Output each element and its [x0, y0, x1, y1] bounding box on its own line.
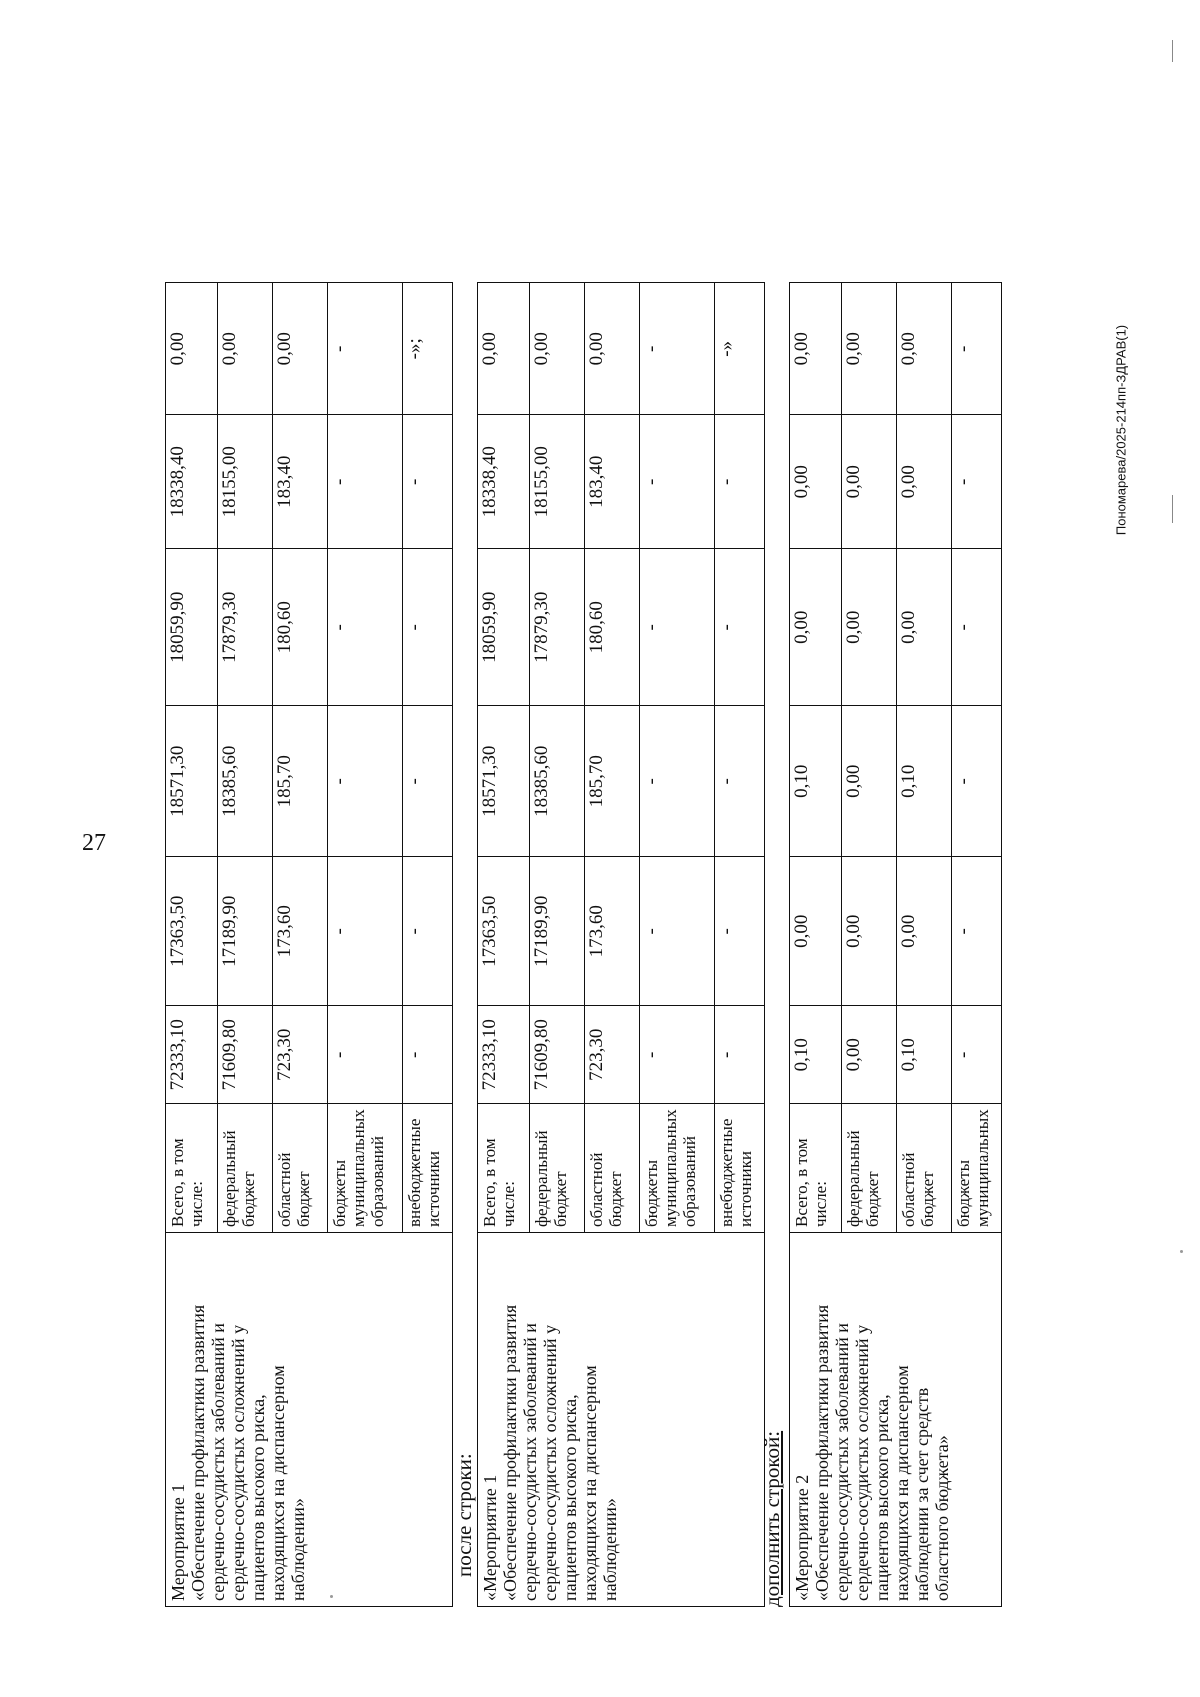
funding-source-line: источники	[736, 1150, 755, 1227]
funding-source-line: федеральный	[220, 1130, 239, 1227]
amount-cell: -	[640, 706, 715, 857]
measure-name-line: наблюдении за счет средств	[912, 1387, 932, 1601]
measure-name-line: пациентов высокого риска,	[560, 1394, 580, 1601]
amount-cell: -»	[715, 283, 765, 415]
amount-cell: 72333,10	[478, 1006, 530, 1104]
budget-table-3	[789, 282, 1002, 1607]
budget-table-2	[477, 282, 765, 1607]
measure-name-line: находящихся на диспансерном	[580, 1365, 600, 1601]
amount-cell: 17879,30	[530, 549, 585, 706]
amount-cell: 0,00	[897, 415, 952, 549]
measure-name-line: сердечно-сосудистых осложнений у	[540, 1324, 560, 1601]
funding-source-line: Всего, в том	[480, 1138, 499, 1227]
amount-cell: 0,10	[790, 706, 842, 857]
funding-source-line: источники	[424, 1150, 443, 1227]
amount-cell: -	[715, 549, 765, 706]
measure-name-cell	[790, 1233, 1002, 1607]
measure-name-line: сердечно-сосудистых заболеваний и	[520, 1323, 540, 1601]
amount-cell: 0,00	[530, 283, 585, 415]
measure-name-line: сердечно-сосудистых осложнений у	[852, 1324, 872, 1601]
amount-cell: 173,60	[273, 857, 328, 1006]
measure-name-line: «Обеспечение профилактики развития	[188, 1304, 208, 1601]
amount-cell: -	[715, 1006, 765, 1104]
measure-name-cell	[478, 1233, 765, 1607]
amount-cell: 0,00	[790, 549, 842, 706]
amount-cell: 18571,30	[478, 706, 530, 857]
funding-source-line: муниципальных	[973, 1109, 992, 1227]
funding-source-line: муниципальных	[349, 1109, 368, 1227]
amount-cell: 0,00	[842, 283, 897, 415]
measure-name-line: Мероприятие 1	[168, 1483, 188, 1601]
amount-cell: -	[715, 415, 765, 549]
amount-cell: 72333,10	[166, 1006, 218, 1104]
funding-source-cell	[530, 1104, 585, 1233]
amount-cell: 17363,50	[166, 857, 218, 1006]
funding-source-cell	[478, 1104, 530, 1233]
funding-source-line: областной	[587, 1152, 606, 1227]
amount-cell: -»;	[403, 283, 453, 415]
table-row	[478, 283, 530, 1607]
amount-cell: 0,00	[842, 549, 897, 706]
amount-cell: -	[640, 857, 715, 1006]
measure-name-line: сердечно-сосудистых заболеваний и	[832, 1323, 852, 1601]
measure-name-line: находящихся на диспансерном	[268, 1365, 288, 1601]
funding-source-line: числе:	[187, 1181, 206, 1227]
funding-source-cell	[328, 1104, 403, 1233]
measure-name-line: наблюдении»	[600, 1498, 620, 1601]
amount-cell: 71609,80	[530, 1006, 585, 1104]
funding-source-line: муниципальных	[661, 1109, 680, 1227]
funding-source-line: Всего, в том	[792, 1138, 811, 1227]
amount-cell: 0,00	[273, 283, 328, 415]
amount-cell: -	[952, 857, 1002, 1006]
amount-cell: -	[640, 1006, 715, 1104]
funding-source-cell	[640, 1104, 715, 1233]
funding-source-line: бюджет	[239, 1171, 258, 1227]
amount-cell: 0,00	[897, 283, 952, 415]
amount-cell: 18338,40	[166, 415, 218, 549]
table-row	[790, 283, 842, 1607]
funding-source-line: числе:	[499, 1181, 518, 1227]
amount-cell: 0,10	[897, 1006, 952, 1104]
funding-source-cell	[403, 1104, 453, 1233]
funding-source-cell	[897, 1104, 952, 1233]
amount-cell: 180,60	[273, 549, 328, 706]
measure-name-line: сердечно-сосудистых осложнений у	[228, 1324, 248, 1601]
amount-cell: -	[952, 415, 1002, 549]
amount-cell: 0,00	[585, 283, 640, 415]
funding-source-line: бюджет	[294, 1171, 313, 1227]
section-label-add: дополнить строкой:	[760, 1430, 784, 1607]
amount-cell: 18155,00	[218, 415, 273, 549]
amount-cell: -	[640, 549, 715, 706]
funding-source-line: федеральный	[844, 1130, 863, 1227]
funding-source-line: областной	[275, 1152, 294, 1227]
amount-cell: 0,00	[790, 283, 842, 415]
amount-cell: 185,70	[273, 706, 328, 857]
amount-cell: 183,40	[585, 415, 640, 549]
amount-cell: -	[403, 549, 453, 706]
funding-source-line: образований	[368, 1136, 387, 1227]
measure-name-line: пациентов высокого риска,	[872, 1394, 892, 1601]
funding-source-cell	[218, 1104, 273, 1233]
funding-source-cell	[166, 1104, 218, 1233]
measure-name-line: «Мероприятие 1	[480, 1474, 500, 1601]
amount-cell: -	[403, 706, 453, 857]
funding-source-cell	[715, 1104, 765, 1233]
amount-cell: 723,30	[585, 1006, 640, 1104]
measure-name-line: находящихся на диспансерном	[892, 1365, 912, 1601]
measure-name-line: «Мероприятие 2	[792, 1474, 812, 1601]
amount-cell: 0,00	[218, 283, 273, 415]
amount-cell: 18338,40	[478, 415, 530, 549]
funding-source-line: областной	[899, 1152, 918, 1227]
funding-source-cell	[790, 1104, 842, 1233]
funding-source-line: бюджеты	[642, 1159, 661, 1227]
amount-cell: 0,00	[842, 1006, 897, 1104]
measure-name-line: пациентов высокого риска,	[248, 1394, 268, 1601]
funding-source-line: внебюджетные	[717, 1118, 736, 1227]
amount-cell: 18059,90	[166, 549, 218, 706]
funding-source-line: федеральный	[532, 1130, 551, 1227]
footer-document-code: Пономарева/2025-214пп-ЗДРАВ(1)	[1113, 324, 1129, 536]
amount-cell: 180,60	[585, 549, 640, 706]
amount-cell: 0,00	[842, 706, 897, 857]
funding-source-line: бюджеты	[330, 1159, 349, 1227]
amount-cell: 18385,60	[530, 706, 585, 857]
amount-cell: -	[952, 549, 1002, 706]
funding-source-line: внебюджетные	[405, 1118, 424, 1227]
funding-source-line: числе:	[811, 1181, 830, 1227]
amount-cell: 183,40	[273, 415, 328, 549]
funding-source-line: бюджет	[551, 1171, 570, 1227]
section-label-after: после строки:	[452, 1453, 476, 1577]
amount-cell: 18385,60	[218, 706, 273, 857]
table-row	[166, 283, 218, 1607]
amount-cell: 185,70	[585, 706, 640, 857]
amount-cell: -	[328, 549, 403, 706]
amount-cell: 0,00	[478, 283, 530, 415]
funding-source-cell	[585, 1104, 640, 1233]
amount-cell: 18059,90	[478, 549, 530, 706]
amount-cell: 17879,30	[218, 549, 273, 706]
amount-cell: 0,00	[166, 283, 218, 415]
amount-cell: -	[952, 1006, 1002, 1104]
funding-source-line: Всего, в том	[168, 1138, 187, 1227]
amount-cell: 0,00	[842, 415, 897, 549]
amount-cell: -	[328, 283, 403, 415]
amount-cell: -	[715, 857, 765, 1006]
amount-cell: -	[403, 415, 453, 549]
funding-source-line: бюджет	[606, 1171, 625, 1227]
amount-cell: 0,00	[842, 857, 897, 1006]
budget-table-1	[165, 282, 453, 1607]
amount-cell: -	[952, 283, 1002, 415]
measure-name-cell	[166, 1233, 453, 1607]
measure-name-line: сердечно-сосудистых заболеваний и	[208, 1323, 228, 1601]
funding-source-line: образований	[680, 1136, 699, 1227]
funding-source-cell	[952, 1104, 1002, 1233]
amount-cell: 0,00	[897, 549, 952, 706]
funding-source-cell	[273, 1104, 328, 1233]
amount-cell: 18571,30	[166, 706, 218, 857]
amount-cell: -	[403, 857, 453, 1006]
amount-cell: 173,60	[585, 857, 640, 1006]
funding-source-line: бюджет	[918, 1171, 937, 1227]
amount-cell: 17363,50	[478, 857, 530, 1006]
amount-cell: 0,00	[897, 857, 952, 1006]
funding-source-line: бюджеты	[954, 1159, 973, 1227]
amount-cell: -	[640, 283, 715, 415]
amount-cell: -	[715, 706, 765, 857]
amount-cell: -	[328, 1006, 403, 1104]
amount-cell: 0,00	[790, 415, 842, 549]
amount-cell: 18155,00	[530, 415, 585, 549]
amount-cell: -	[403, 1006, 453, 1104]
amount-cell: 17189,90	[530, 857, 585, 1006]
amount-cell: -	[328, 857, 403, 1006]
measure-name-line: «Обеспечение профилактики развития	[812, 1304, 832, 1601]
measure-name-line: областного бюджета»	[932, 1435, 952, 1601]
measure-name-line: наблюдении»	[288, 1498, 308, 1601]
amount-cell: -	[640, 415, 715, 549]
amount-cell: -	[328, 415, 403, 549]
amount-cell: 71609,80	[218, 1006, 273, 1104]
amount-cell: 0,10	[897, 706, 952, 857]
measure-name-line: «Обеспечение профилактики развития	[500, 1304, 520, 1601]
funding-source-cell	[842, 1104, 897, 1233]
amount-cell: 17189,90	[218, 857, 273, 1006]
funding-source-line: бюджет	[863, 1171, 882, 1227]
amount-cell: -	[328, 706, 403, 857]
amount-cell: 723,30	[273, 1006, 328, 1104]
amount-cell: 0,00	[790, 857, 842, 1006]
page-number: 27	[82, 830, 106, 856]
amount-cell: -	[952, 706, 1002, 857]
amount-cell: 0,10	[790, 1006, 842, 1104]
